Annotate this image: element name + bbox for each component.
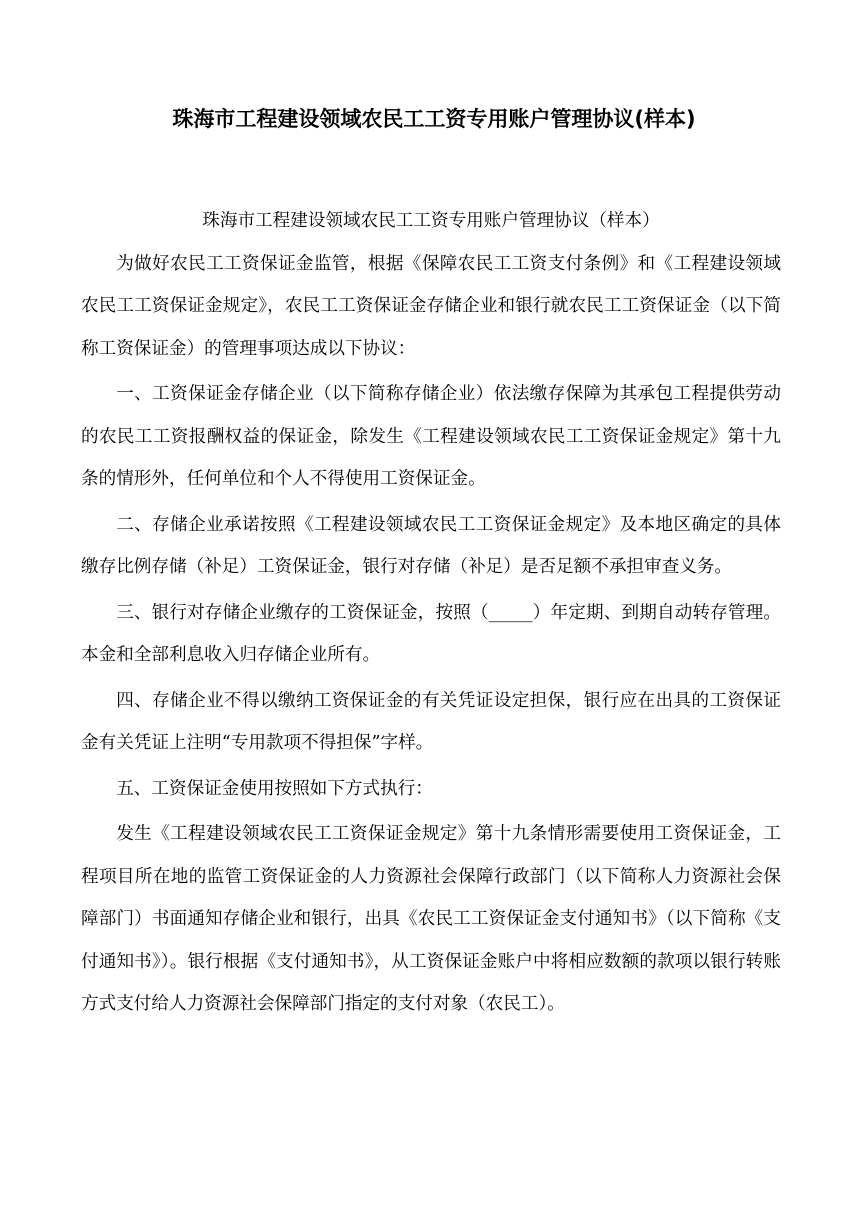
document-title: 珠海市工程建设领域农民工工资专用账户管理协议(样本) [172, 107, 696, 131]
paragraph-clause-3: 三、银行对存储企业缴存的工资保证金，按照（_____）年定期、到期自动转存管理。本金和全部利息收入归存储企业所有。 [81, 602, 781, 665]
paragraph-clause-4: 四、存储企业不得以缴纳工资保证金的有关凭证设定担保，银行应在出具的工资保证金有关凭证上注明“专用款项不得担保”字样。 [81, 690, 781, 753]
document-subtitle: 珠海市工程建设领域农民工工资专用账户管理协议（样本） [202, 211, 660, 231]
document-body [81, 200, 781, 1026]
paragraph-clause-2: 二、存储企业承诺按照《工程建设领域农民工工资保证金规定》及本地区确定的具体缴存比例存储（补足）工资保证金，银行对存储（补足）是否足额不承担审查义务。 [81, 514, 781, 577]
paragraph-clause-5-detail: 发生《工程建设领域农民工工资保证金规定》第十九条情形需要使用工资保证金，工程项目所在地的监管工资保证金的人力资源社会保障行政部门（以下简称人力资源社会保障部门）书面通知存储企业和银行，出具《农民工工资保证金支付通知书》（以下简称《支付通知书》）。银行根据《支付通知书》，从工资保证金账户中将相应数额的款项以银行转账方式支付给人力资源社会保障部门指定的支付对象（农民工）。 [81, 824, 781, 1014]
paragraph-clause-1: 一、工资保证金存储企业（以下简称存储企业）依法缴存保障为其承包工程提供劳动的农民工工资报酬权益的保证金，除发生《工程建设领域农民工工资保证金规定》第十九条的情形外，任何单位和个人不得使用工资保证金。 [81, 384, 781, 489]
paragraph-intro: 为做好农民工工资保证金监管，根据《保障农民工工资支付条例》和《工程建设领域农民工工资保证金规定》，农民工工资保证金存储企业和银行就农民工工资保证金（以下简称工资保证金）的管理事项达成以下协议： [81, 253, 781, 359]
paragraph-clause-5: 五、工资保证金使用按照如下方式执行： [116, 778, 433, 799]
